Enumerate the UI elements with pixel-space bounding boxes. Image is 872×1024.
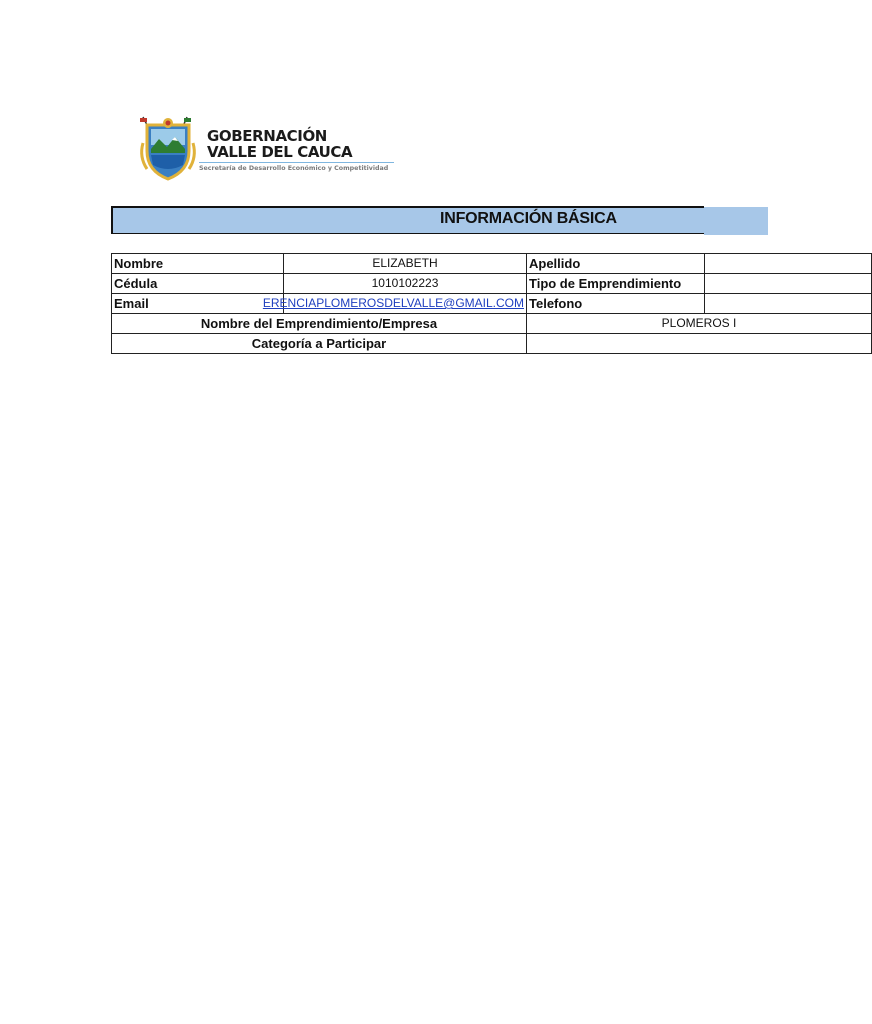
email-link[interactable]: [262, 294, 527, 314]
cedula-label: Cédula: [112, 274, 284, 294]
logo-divider: [199, 162, 394, 163]
table-row: [112, 334, 872, 354]
telefono-value[interactable]: [705, 294, 872, 314]
company-name-label: Nombre del Emprendimiento/Empresa: [112, 314, 527, 334]
company-name-value[interactable]: PLOMEROS I: [527, 314, 872, 334]
category-label: Categoría a Participar: [112, 334, 527, 354]
table-row: [112, 314, 872, 334]
email-link-text[interactable]: ERENCIAPLOMEROSDELVALLE@GMAIL.COM: [262, 296, 524, 310]
nombre-label: Nombre: [112, 254, 284, 274]
nombre-value[interactable]: ELIZABETH: [284, 254, 527, 274]
gobernacion-logo: [137, 113, 399, 183]
section-header-band-extension: [704, 207, 768, 235]
table-row: [112, 294, 872, 314]
table-row: [112, 254, 872, 274]
apellido-label: Apellido: [527, 254, 705, 274]
logo-title-line1: GOBERNACIÓN: [207, 127, 327, 145]
coat-of-arms-icon: [137, 113, 199, 181]
cedula-value[interactable]: 1010102223: [284, 274, 527, 294]
email-label: Email: [112, 294, 284, 314]
category-value[interactable]: [527, 334, 872, 354]
basic-info-table: [111, 253, 872, 354]
section-title: INFORMACIÓN BÁSICA: [440, 210, 617, 227]
basic-info-table-wrapper: [111, 253, 737, 357]
tipo-emprendimiento-value[interactable]: [705, 274, 872, 294]
telefono-label: Telefono: [527, 294, 705, 314]
logo-title-line2: VALLE DEL CAUCA: [207, 143, 353, 161]
apellido-value[interactable]: [705, 254, 872, 274]
logo-subtitle: Secretaría de Desarrollo Económico y Competitividad: [199, 165, 389, 172]
tipo-emprendimiento-label: Tipo de Emprendimiento: [527, 274, 705, 294]
table-row: [112, 274, 872, 294]
